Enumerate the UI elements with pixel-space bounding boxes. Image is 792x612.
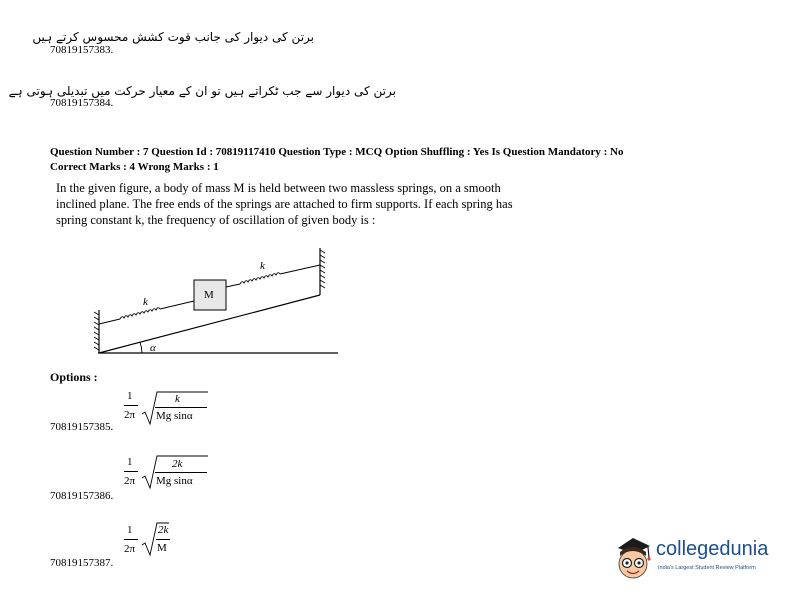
fraction-bar — [155, 472, 207, 473]
radicand-numerator: k — [175, 393, 180, 405]
prev-option-text: برتن کی دیوار کی جانب قوت کشش محسوس کرتے ہیں — [32, 30, 314, 44]
inclined-plane-figure — [80, 240, 350, 365]
question-header: Question Number : 7 Question Id : 70819117410 Question Type : MCQ Option Shuffling : Yes Is Question Mandatory : No — [50, 146, 624, 158]
radicand-denominator: M — [157, 542, 167, 554]
left-spring-lead — [99, 319, 120, 324]
mass-label: M — [204, 289, 214, 301]
option-formula — [120, 452, 210, 492]
prev-option-id: 70819157383. — [50, 44, 114, 56]
fraction-bar — [155, 407, 207, 408]
right-spring-lead — [226, 284, 240, 287]
prev-option-id: 70819157384. — [50, 97, 114, 109]
question-text-line: inclined plane. The free ends of the springs are attached to firm supports. If each spring has — [56, 197, 513, 211]
right-spring-lead — [280, 265, 320, 274]
radicand-denominator: Mg sinα — [156, 410, 193, 422]
left-spring — [120, 308, 160, 319]
formula-one: 1 — [127, 390, 133, 402]
option-formula — [120, 390, 210, 430]
right-wall-hatch — [320, 250, 325, 288]
left-wall-hatch — [94, 312, 99, 350]
formula-two-pi: 2π — [124, 409, 136, 421]
fraction-bar — [124, 405, 138, 406]
option-formula — [120, 519, 210, 559]
radicand-numerator: 2k — [172, 458, 183, 470]
right-spring — [240, 273, 280, 284]
logo-name: collegedunia — [656, 538, 769, 560]
angle-arc — [140, 342, 142, 353]
option-id[interactable]: 70819157386. — [50, 490, 114, 502]
radicand-numerator: 2k — [158, 524, 169, 536]
right-spring-label: k — [260, 260, 265, 272]
fraction-bar — [124, 471, 138, 472]
prev-option-text: برتن کی دیوار سے جب ٹکراتے ہیں تو ان کے معیار حرکت میں تبدیلی ہوتی ہے — [8, 84, 396, 98]
formula-two-pi: 2π — [124, 475, 136, 487]
left-spring-lead — [160, 301, 194, 309]
formula-one: 1 — [127, 524, 133, 536]
formula-one: 1 — [127, 456, 133, 468]
fraction-bar — [156, 539, 170, 540]
logo-tagline: India's Largest Student Review Platform — [658, 565, 756, 571]
mascot-icon — [612, 534, 654, 580]
options-label: Options : — [50, 370, 98, 384]
collegedunia-logo — [612, 532, 782, 582]
option-id[interactable]: 70819157385. — [50, 421, 114, 433]
angle-label: α — [150, 342, 156, 354]
radicand-denominator: Mg sinα — [156, 475, 193, 487]
formula-two-pi: 2π — [124, 543, 136, 555]
left-spring-label: k — [143, 296, 148, 308]
marks-line: Correct Marks : 4 Wrong Marks : 1 — [50, 161, 219, 173]
question-text-line: spring constant k, the frequency of oscillation of given body is : — [56, 213, 376, 227]
fraction-bar — [124, 539, 138, 540]
option-id[interactable]: 70819157387. — [50, 557, 114, 569]
question-text-line: In the given figure, a body of mass M is held between two massless springs, on a smooth — [56, 181, 501, 195]
